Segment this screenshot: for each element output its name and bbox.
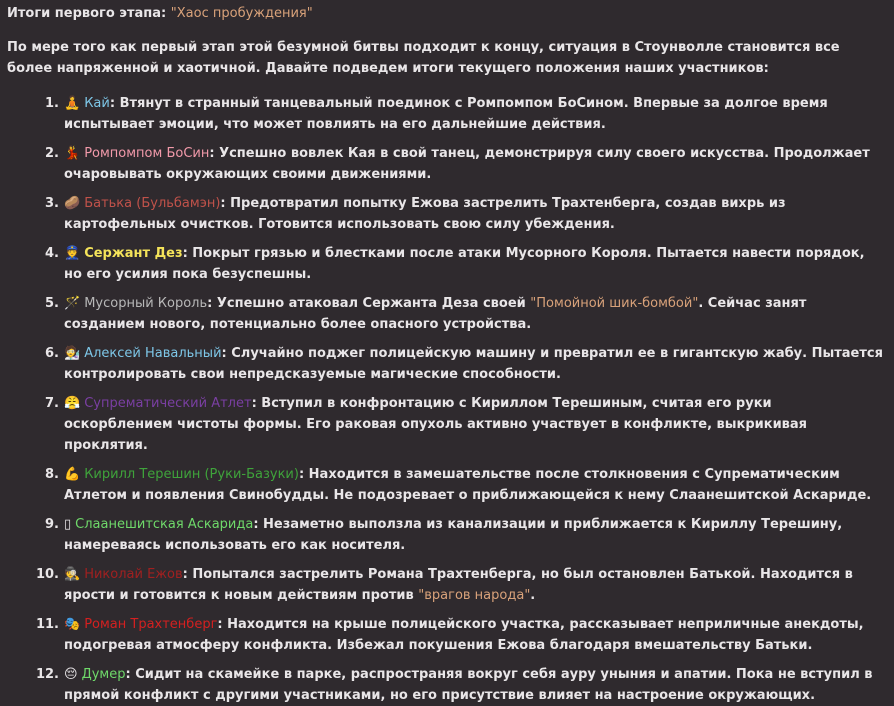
- participant-name: Алексей Навальный: [84, 346, 222, 361]
- participant-name: Кирилл Терешин (Руки-Базуки): [84, 467, 299, 482]
- pensive-face-emoji-icon: 😔: [64, 667, 78, 682]
- participant-status: : Предотвратил попытку Ежова застрелить Трахтенберга, создав вихрь из картофельных очистков. Готовится использовать свою силу убеждения.: [64, 196, 786, 232]
- item-number: 4.: [45, 246, 59, 261]
- list-item: [7, 343, 884, 385]
- participant-status: : Втянут в странный танцевальный поединок с Ромпомпом БоСином. Впервые за долгое время испытывает эмоции, что может повлиять на его дальнейшие действия.: [64, 96, 828, 132]
- participant-status: : Попытался застрелить Романа Трахтенберга, но был остановлен Батькой. Находится в ярости и готовится к новым действиям против: [64, 567, 853, 603]
- participant-status: : Успешно вовлек Кая в свой танец, демонстрируя силу своего искусства. Продолжает очаровывать окружающих своими движениями.: [64, 146, 870, 182]
- person-emoji-icon: 🧘: [64, 96, 81, 111]
- title-label: Итоги первого этапа:: [7, 6, 167, 21]
- participant-status-end: .: [530, 588, 536, 603]
- list-item: [7, 93, 884, 135]
- list-item: [7, 293, 884, 335]
- participant-name: Мусорный Король: [84, 296, 208, 311]
- participant-name: Батька (Бульбамэн): [84, 196, 221, 211]
- title-quote: "Хаос пробуждения": [170, 6, 313, 21]
- item-number: 11.: [35, 617, 59, 632]
- theater-masks-emoji-icon: 🎭: [64, 617, 81, 632]
- participants-list: [7, 93, 886, 706]
- angry-face-emoji-icon: 😤: [64, 396, 81, 411]
- participant-status: : Находится в замешательстве после столкновения с Супрематическим Атлетом и появления Свинобудды. Не подозревает о приближающейся к нему Слаанешитской Аскариде.: [64, 467, 872, 503]
- participant-name: Роман Трахтенберг: [84, 617, 218, 632]
- participant-status: : Сидит на скамейке в парке, распространяя вокруг себя ауру уныния и апатии. Пока не вступил в прямой конфликт с другими участниками, но его присутствие влияет на настроение окружающих.: [64, 667, 873, 703]
- participant-name: Кай: [84, 96, 110, 111]
- inline-quote: "врагов народа": [418, 588, 531, 603]
- item-number: 8.: [45, 467, 59, 482]
- missing-glyph-icon: ▯: [64, 517, 72, 532]
- police-emoji-icon: 👮: [64, 246, 81, 261]
- scientist-emoji-icon: 🧑‍🔬: [64, 346, 81, 361]
- list-item: [7, 193, 884, 235]
- list-item: [7, 664, 884, 706]
- dancer-emoji-icon: 💃: [64, 146, 81, 161]
- item-number: 7.: [45, 396, 59, 411]
- intro-paragraph: По мере того как первый этап этой безумной битвы подходит к концу, ситуация в Стоунволле становится все более напряженной и хаотичной. Давайте подведем итоги текущего положения наших участников:: [7, 40, 840, 76]
- item-number: 5.: [45, 296, 59, 311]
- list-item: [7, 243, 884, 285]
- participant-status: : Покрыт грязью и блестками после атаки Мусорного Короля. Пытается навести порядок, но его усилия пока безуспешны.: [64, 246, 865, 282]
- item-number: 2.: [45, 146, 59, 161]
- detective-emoji-icon: 🕵: [64, 567, 81, 582]
- potato-emoji-icon: 🥔: [64, 196, 81, 211]
- wand-emoji-icon: 🪄: [64, 296, 81, 311]
- list-item: [7, 464, 884, 506]
- participant-status: : Незаметно выползла из канализации и приближается к Кириллу Терешину, намереваясь использовать его как носителя.: [64, 517, 843, 553]
- muscle-emoji-icon: 💪: [64, 467, 81, 482]
- page-title: [7, 5, 886, 23]
- list-item: [7, 393, 884, 456]
- item-number: 9.: [45, 517, 59, 532]
- item-number: 10.: [35, 567, 59, 582]
- participant-status: : Вступил в конфронтацию с Кириллом Терешиным, считая его руки оскорблением чистоты формы. Его раковая опухоль активно участвует в конфликте, выкрикивая проклятия.: [64, 396, 808, 453]
- participant-name: Слаанешитская Аскарида: [75, 517, 254, 532]
- participant-name: Супрематический Атлет: [84, 396, 252, 411]
- participant-name: Сержант Дез: [84, 246, 183, 261]
- participant-status: : Находится на крыше полицейского участка, рассказывает неприличные анекдоты, подогревая атмосферу конфликта. Избежал покушения Ежова благодаря вмешательству Батьки.: [64, 617, 864, 653]
- participant-name: Думер: [81, 667, 126, 682]
- item-number: 1.: [45, 96, 59, 111]
- item-number: 12.: [35, 667, 59, 682]
- inline-quote: "Помойной шик-бомбой": [530, 296, 699, 311]
- list-item: [7, 614, 884, 656]
- list-item: [7, 143, 884, 185]
- participant-status: : Случайно поджег полицейскую машину и превратил ее в гигантскую жабу. Пытается контролировать свои непредсказуемые магические способности.: [64, 346, 883, 382]
- list-item: [7, 514, 884, 556]
- item-number: 3.: [45, 196, 59, 211]
- participant-name: Николай Ежов: [84, 567, 183, 582]
- item-number: 6.: [45, 346, 59, 361]
- participant-name: Ромпомпом БоСин: [84, 146, 210, 161]
- participant-status-end: . Сейчас занят созданием нового, потенциально более опасного устройства.: [64, 296, 807, 332]
- participant-status: : Успешно атаковал Сержанта Деза своей: [207, 296, 531, 311]
- list-item: [7, 564, 884, 606]
